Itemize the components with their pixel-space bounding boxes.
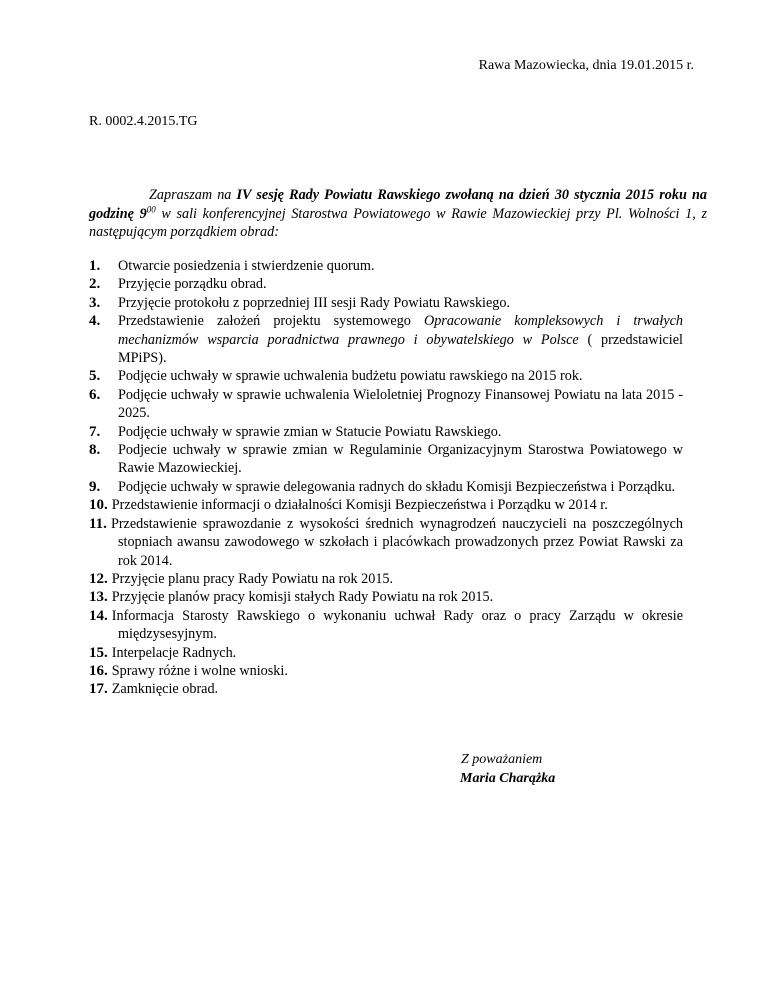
agenda-item-text: Sprawy różne i wolne wnioski. <box>111 662 288 679</box>
agenda-item-number: 5. <box>89 368 101 385</box>
agenda-item <box>89 294 683 312</box>
agenda-item-text: Przyjęcie protokołu z poprzedniej III sesji Rady Powiatu Rawskiego. <box>118 294 511 311</box>
agenda-item-number: 7. <box>89 423 101 440</box>
agenda-item <box>89 423 683 441</box>
agenda-item-text: Przedstawienie sprawozdanie z wysokości średnich wynagrodzeń nauczycieli na poszczególnych stopniach awansu zawodowego w szkołach i placówkach prowadzonych przez Powiat Rawski za rok 2014. <box>110 515 683 569</box>
agenda-item <box>89 441 683 478</box>
agenda-item-number: 16. <box>89 662 108 679</box>
agenda-item-number: 10. <box>89 497 108 514</box>
agenda-item-number: 2. <box>89 276 101 293</box>
invitation-paragraph <box>89 186 707 242</box>
agenda-item-number: 12. <box>89 570 108 587</box>
agenda-item-text: Podjęcie uchwały w sprawie delegowania radnych do składu Komisji Bezpieczeństwa i Porządku. <box>118 478 676 495</box>
agenda-item-number: 9. <box>89 478 101 495</box>
agenda-item <box>89 386 683 423</box>
agenda-item-text: Podjęcie uchwały w sprawie uchwalenia budżetu powiatu rawskiego na 2015 rok. <box>118 368 583 385</box>
agenda-item-text: Przyjęcie planu pracy Rady Powiatu na rok 2015. <box>111 570 394 587</box>
session-time-superscript: 00 <box>146 203 156 214</box>
agenda-item <box>89 496 683 514</box>
agenda-item-text: Podjęcie uchwały w sprawie zmian w Statucie Powiatu Rawskiego. <box>118 423 502 440</box>
agenda-item-text: Otwarcie posiedzenia i stwierdzenie quorum. <box>118 258 375 274</box>
agenda-item-text: Zamknięcie obrad. <box>111 681 219 698</box>
intro-location: w sali konferencyjnej Starostwa Powiatowego w Rawie Mazowieckiej przy Pl. Wolności 1, z następującym porządkiem obrad: <box>89 205 708 240</box>
agenda-item-number: 8. <box>89 442 101 459</box>
agenda-item-number: 17. <box>89 681 108 698</box>
agenda-item <box>89 367 683 385</box>
agenda-item-number: 15. <box>89 644 108 661</box>
agenda-item <box>89 644 683 662</box>
agenda-item-text: Podjecie uchwały w sprawie zmian w Regulaminie Organizacyjnym Starostwa Powiatowego w Rawie Mazowieckiej. <box>118 442 683 477</box>
intro-lead: Zapraszam na <box>149 187 237 203</box>
session-details: IV sesję Rady Powiatu Rawskiego zwołaną na dzień 30 stycznia 2015 roku na godzinę 9 <box>89 187 707 222</box>
agenda-item-text: Informacja Starosty Rawskiego o wykonaniu uchwał Rady oraz o pracy Zarządu w okresie międzysesyjnym. <box>111 607 683 643</box>
agenda-item-number: 3. <box>89 294 101 311</box>
agenda-item <box>89 570 683 588</box>
signature-block <box>460 750 555 788</box>
agenda-item-number: 1. <box>89 258 101 274</box>
agenda-item-text: Podjęcie uchwały w sprawie uchwalenia Wieloletniej Prognozy Finansowej Powiatu na lata 2015 - 2025. <box>118 386 683 422</box>
closing-greeting: Z poważaniem <box>461 752 543 767</box>
agenda-item-text: Przedstawienie informacji o działalności Komisji Bezpieczeństwa i Porządku w 2014 r. <box>111 497 608 514</box>
place-and-date: Rawa Mazowiecka, dnia 19.01.2015 r. <box>478 58 694 73</box>
agenda-item <box>89 607 683 644</box>
agenda-item-text: Przyjęcie porządku obrad. <box>118 276 267 293</box>
agenda-item <box>89 588 683 606</box>
agenda-item-number: 4. <box>89 313 101 330</box>
agenda-item <box>89 515 683 570</box>
agenda-item-text: Przedstawienie założeń projektu systemowego <box>118 313 424 330</box>
agenda-item <box>89 275 683 293</box>
agenda-item-text-end: ( przedstawiciel MPiPS). <box>118 331 683 367</box>
project-title: Opracowanie kompleksowych i trwałych mechanizmów wsparcia poradnictwa prawnego i obywatelskiego w Polsce <box>118 313 684 348</box>
agenda-list <box>89 257 683 699</box>
agenda-item <box>89 257 683 275</box>
signatory-name: Maria Charążka <box>460 771 556 786</box>
agenda-item-number: 6. <box>89 386 101 403</box>
agenda-item <box>89 680 683 698</box>
agenda-item <box>89 662 683 680</box>
reference-number: R. 0002.4.2015.TG <box>89 114 198 129</box>
agenda-item <box>89 312 683 367</box>
agenda-item-text: Interpelacje Radnych. <box>111 644 237 661</box>
agenda-item-number: 13. <box>89 589 108 606</box>
agenda-item-number: 14. <box>89 607 108 624</box>
agenda-item-number: 11. <box>89 515 107 532</box>
agenda-item-text: Przyjęcie planów pracy komisji stałych Rady Powiatu na rok 2015. <box>111 589 494 606</box>
agenda-item <box>89 478 683 496</box>
